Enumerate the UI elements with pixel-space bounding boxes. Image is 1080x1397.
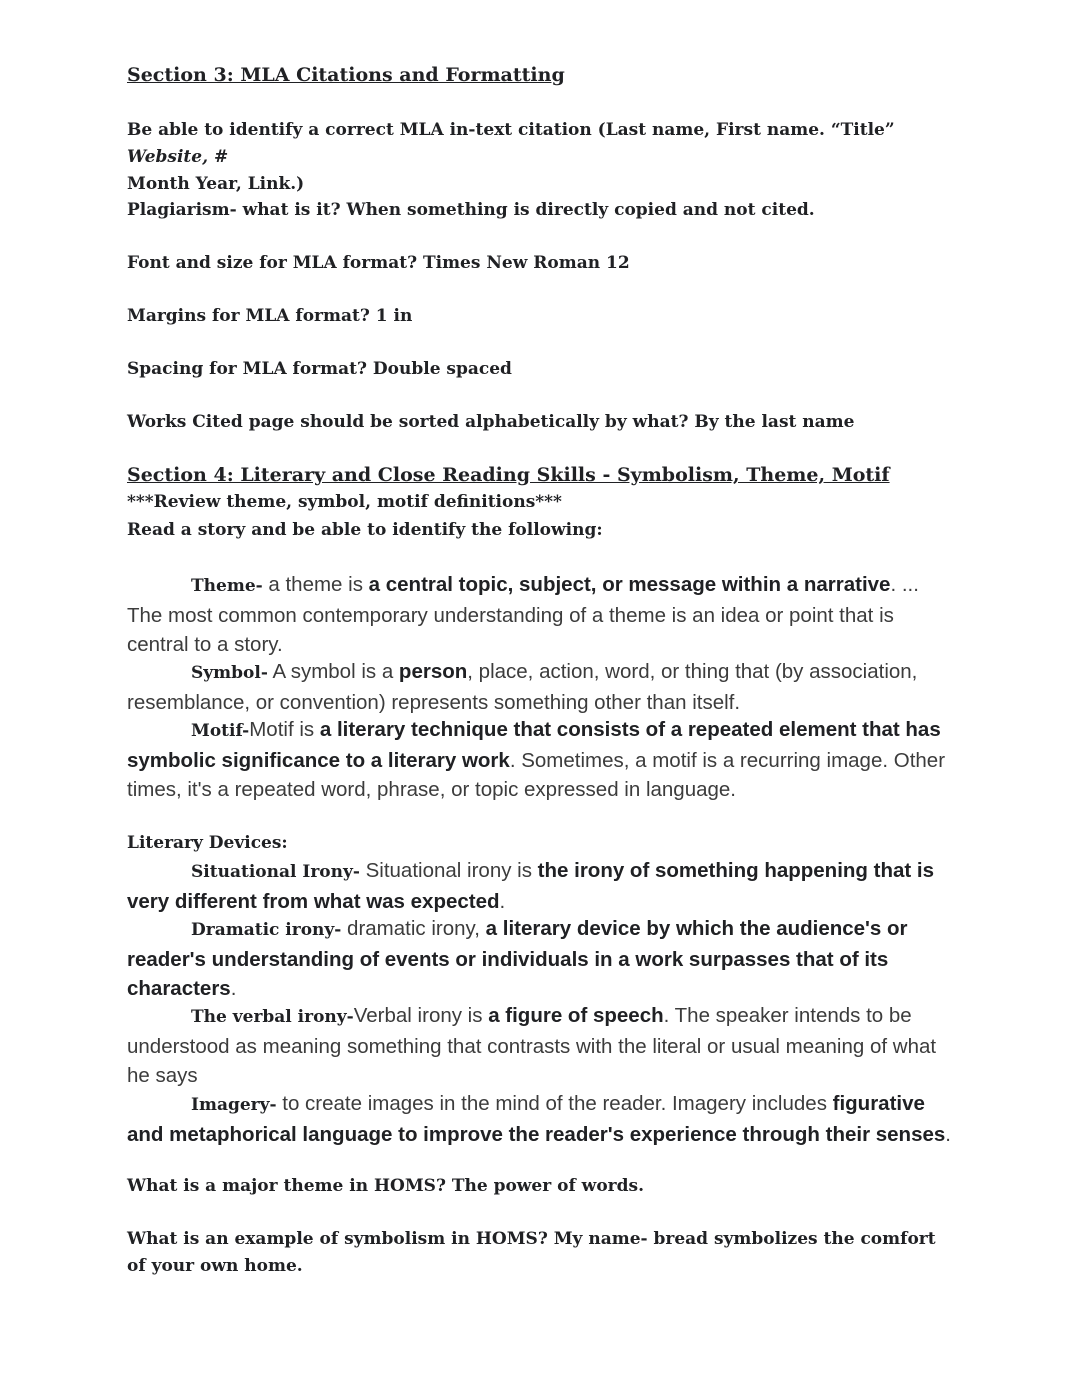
dramatic-label: Dramatic irony- (191, 920, 342, 940)
dramatic-text-2: . (230, 977, 237, 1000)
margins-question: Margins for MLA format? 1 in (127, 306, 413, 326)
section-4-heading: Section 4: Literary and Close Reading Skills - Symbolism, Theme, Motif (127, 464, 890, 486)
literary-devices-label: Literary Devices: (127, 833, 288, 853)
citation-text-2: Month Year, Link.) (127, 174, 305, 194)
citation-text: Be able to identify a correct MLA in-text citation (Last name, First name. “Title” (127, 120, 895, 140)
situational-bold: the irony of something happening that is very different from what was expected (127, 859, 935, 913)
imagery-bold: figurative and metaphorical language to improve the reader's experience through their senses (127, 1092, 946, 1146)
homs-symbol-question: What is an example of symbolism in HOMS? My name- bread symbolizes the comfort of your own home. (127, 1229, 936, 1276)
citation-website: Website, # (127, 147, 229, 167)
dramatic-text: dramatic irony, (341, 917, 486, 940)
symbol-bold: person (398, 660, 468, 683)
theme-label: Theme- (191, 576, 263, 596)
situational-text: Situational irony is (359, 859, 538, 882)
verbal-text: Verbal irony is (353, 1004, 489, 1027)
section-3-heading: Section 3: MLA Citations and Formatting (127, 64, 565, 86)
imagery-text: to create images in the mind of the reader. Imagery includes (276, 1092, 833, 1115)
homs-theme-question: What is a major theme in HOMS? The power of words. (127, 1176, 644, 1196)
theme-bold: a central topic, subject, or message within a narrative (368, 573, 891, 596)
symbol-label: Symbol- (191, 663, 268, 683)
motif-bold: a literary technique that consists of a repeated element that has symbolic significance to a literary work (127, 718, 941, 772)
theme-definition (127, 570, 957, 659)
citation-paragraph (127, 117, 957, 198)
imagery-definition (127, 1089, 957, 1149)
motif-text: Motif is (249, 718, 320, 741)
spacing-question: Spacing for MLA format? Double spaced (127, 359, 512, 379)
theme-text-2: . ... The most common contemporary understanding of a theme is an idea or point that is central to a story. (127, 573, 919, 656)
verbal-bold: a figure of speech (488, 1004, 664, 1027)
review-note: ***Review theme, symbol, motif definitions*** (127, 492, 562, 512)
symbol-text-2: , place, action, word, or thing that (by association, resemblance, or convention) represents something other than itself. (127, 660, 918, 714)
works-cited-question: Works Cited page should be sorted alphabetically by what? By the last name (127, 412, 855, 432)
motif-definition (127, 715, 957, 804)
read-instruction: Read a story and be able to identify the following: (127, 520, 603, 540)
situational-label: Situational Irony- (191, 862, 360, 882)
theme-text: a theme is (262, 573, 369, 596)
dramatic-bold: a literary device by which the audience's or reader's understanding of events or individuals in a work surpasses that of its characters (127, 917, 908, 1000)
verbal-irony-definition (127, 1001, 957, 1090)
situational-irony-definition (127, 856, 957, 916)
imagery-label: Imagery- (191, 1095, 277, 1115)
verbal-text-2: . The speaker intends to be understood as meaning something that contrasts with the literal or usual meaning of what he says (127, 1004, 937, 1087)
verbal-label: The verbal irony- (191, 1007, 354, 1027)
plagiarism-question: Plagiarism- what is it? When something is directly copied and not cited. (127, 200, 815, 220)
symbol-definition (127, 657, 957, 717)
imagery-text-2: . (945, 1123, 951, 1146)
motif-text-2: . Sometimes, a motif is a recurring image. Other times, it's a repeated word, phrase, or topic expressed in language. (127, 749, 946, 801)
font-question: Font and size for MLA format? Times New Roman 12 (127, 253, 630, 273)
symbol-text: A symbol is a (267, 660, 399, 683)
situational-text-2: . (499, 890, 506, 913)
dramatic-irony-definition (127, 914, 957, 1003)
motif-label: Motif- (191, 721, 250, 741)
